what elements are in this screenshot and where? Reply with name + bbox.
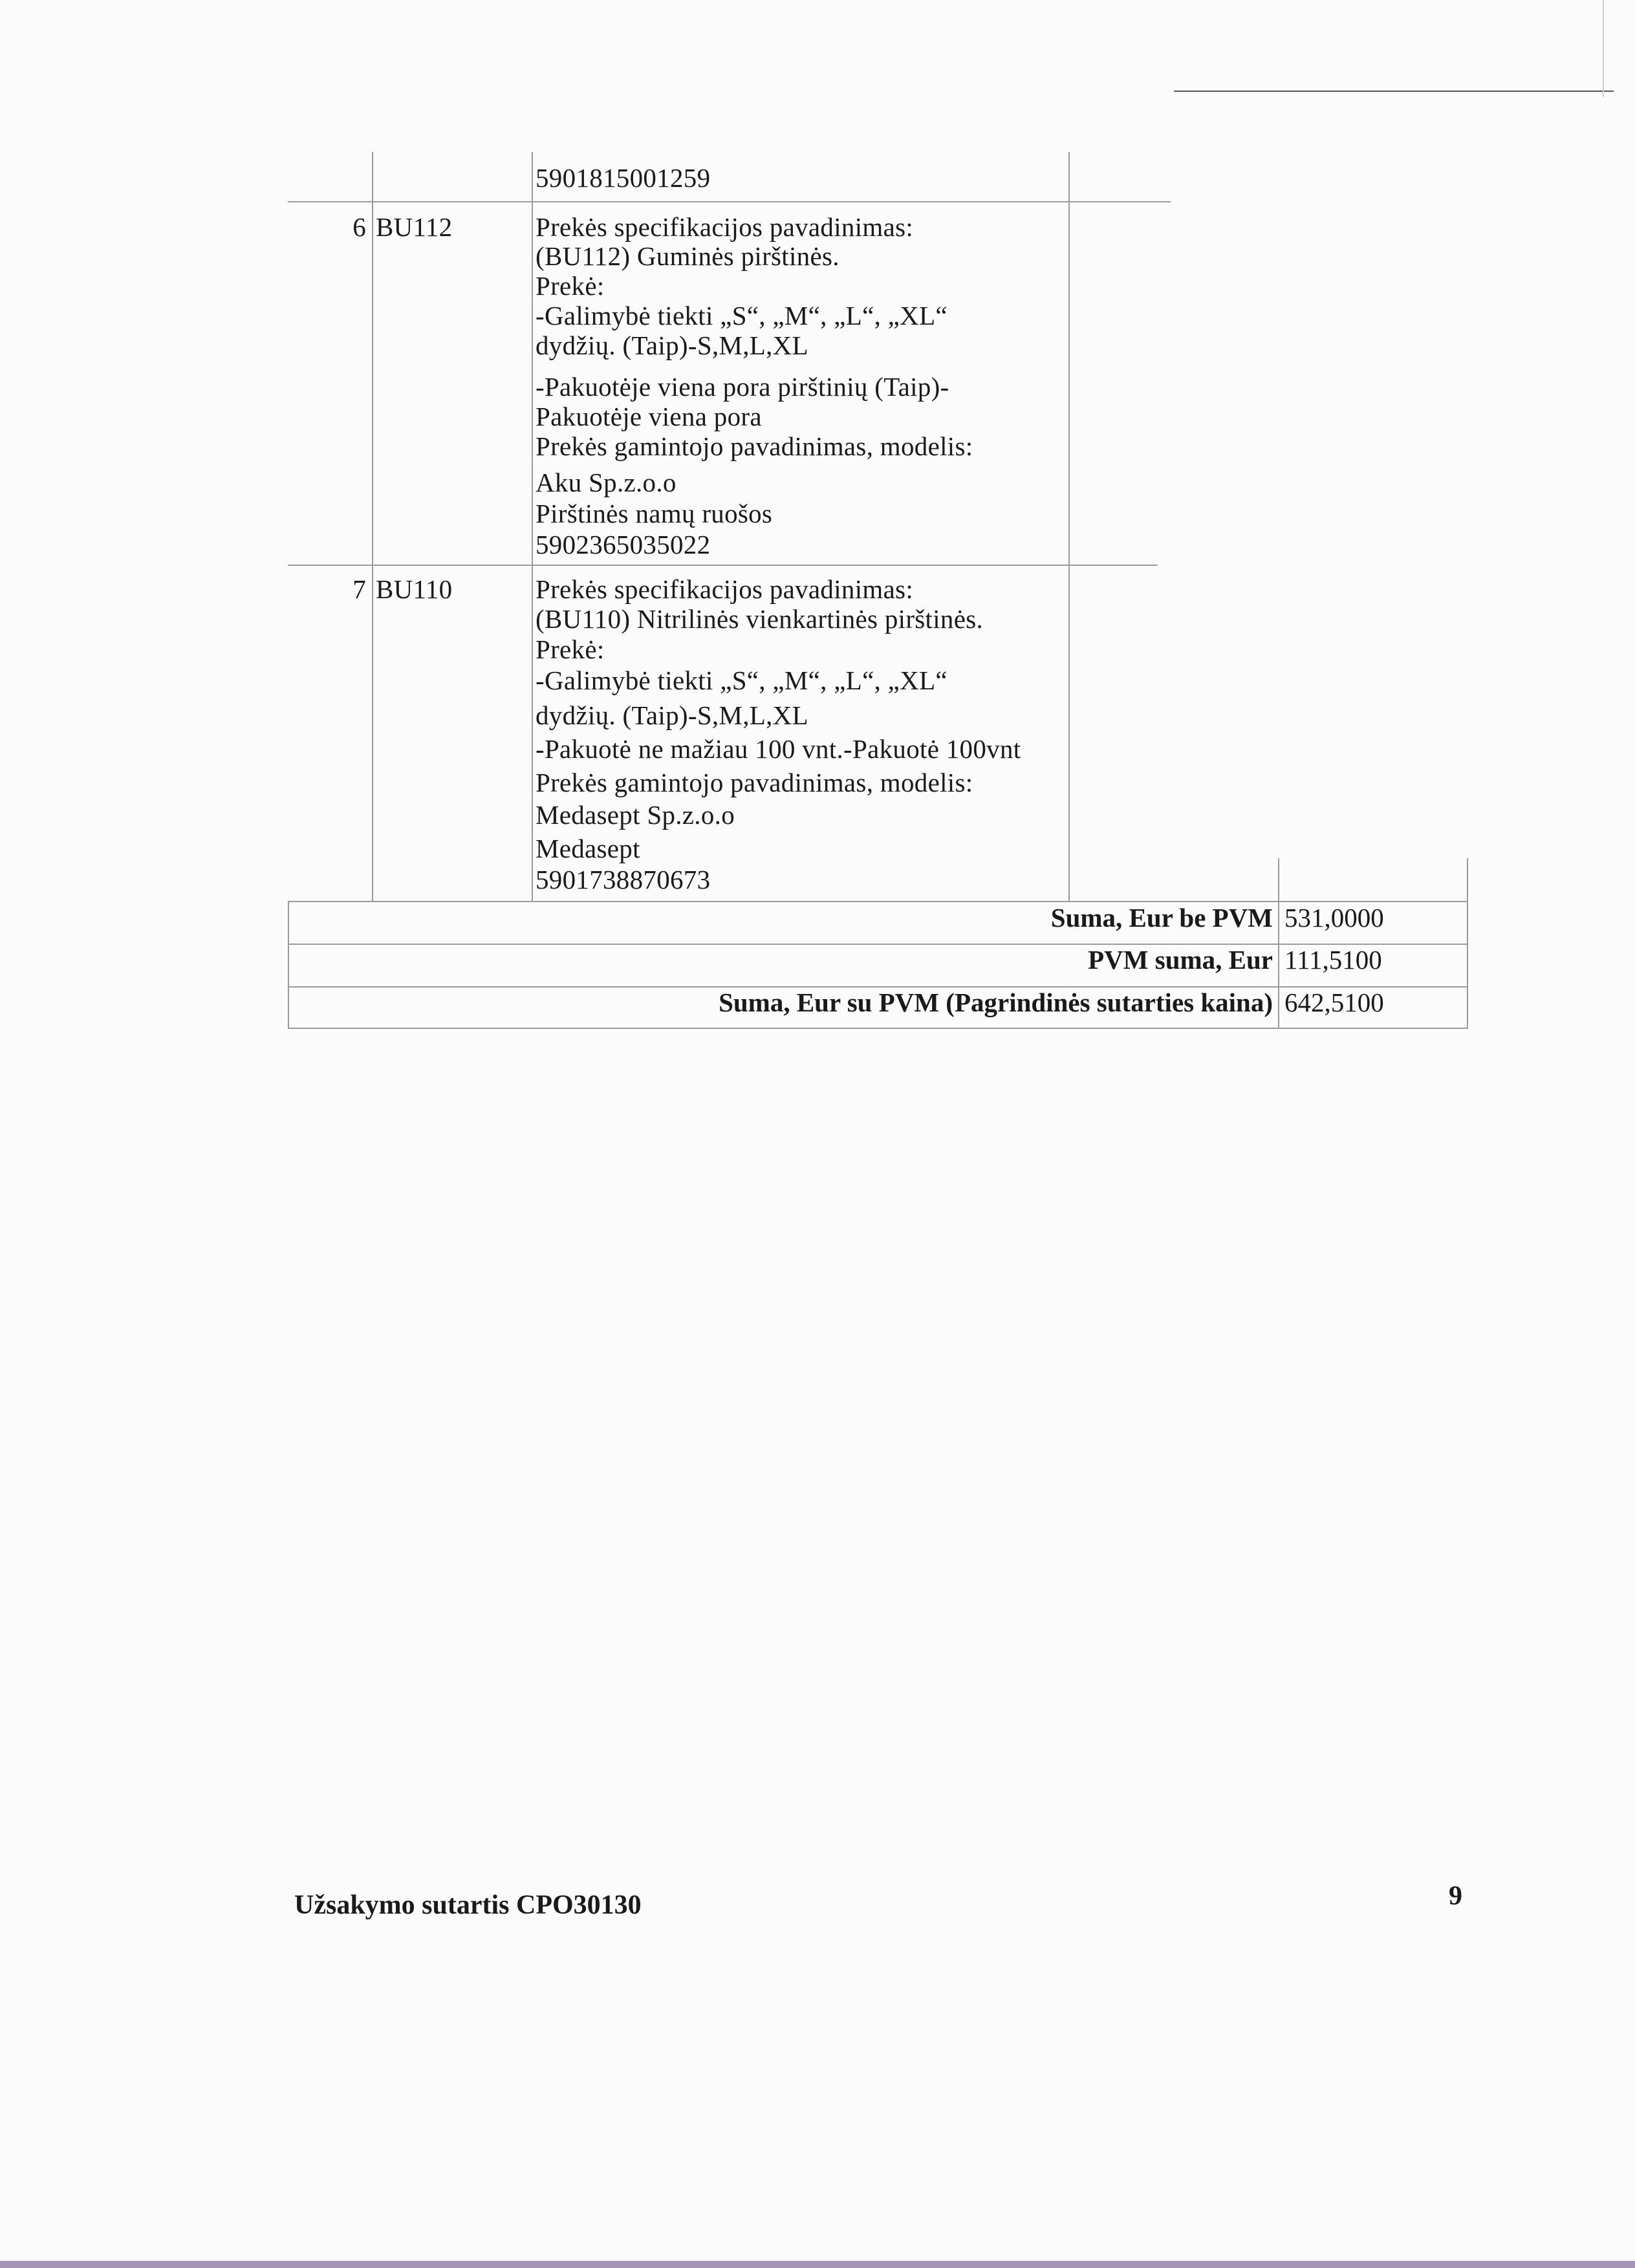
total-label-vat: PVM suma, Eur (1088, 945, 1273, 975)
spec-line: Prekės specifikacijos pavadinimas: (536, 212, 914, 242)
spec-line: -Galimybė tiekti „S“, „M“, „L“, „XL“ (536, 665, 947, 695)
table-border (532, 152, 533, 901)
scan-artifact-line (1174, 91, 1614, 92)
spec-line: Pirštinės namų ruošos (536, 499, 773, 528)
spec-line: dydžių. (Taip)-S,M,L,XL (536, 330, 808, 360)
table-border (1278, 858, 1279, 1028)
spec-line: Prekė: (536, 271, 605, 301)
spec-line: Prekės gamintojo pavadinimas, modelis: (536, 768, 973, 797)
row-number: 6 (352, 212, 366, 242)
total-value-net: 531,0000 (1284, 903, 1384, 933)
total-label-gross: Suma, Eur su PVM (Pagrindinės sutarties kaina) (719, 988, 1273, 1017)
spec-line: Pakuotėje viena pora (536, 402, 762, 431)
spec-line: -Pakuotėje viena pora pirštinių (Taip)- (536, 372, 949, 402)
footer-contract-title: Užsakymo sutartis CPO30130 (294, 1890, 642, 1920)
spec-line: -Pakuotė ne mažiau 100 vnt.-Pakuotė 100vnt (536, 734, 1021, 764)
total-value-vat: 111,5100 (1284, 945, 1382, 975)
product-barcode: 5901738870673 (536, 865, 711, 894)
spec-line: dydžių. (Taip)-S,M,L,XL (536, 700, 808, 730)
total-label-net: Suma, Eur be PVM (1050, 903, 1273, 933)
item-code: BU112 (376, 212, 453, 242)
table-border (372, 152, 373, 901)
page-number: 9 (1449, 1881, 1462, 1911)
scan-artifact-bottom-edge (0, 2261, 1635, 2268)
table-border (288, 565, 1158, 566)
table-border (288, 901, 1468, 902)
table-border (288, 901, 289, 1028)
spec-line: Medasept Sp.z.o.o (536, 800, 735, 830)
spec-line: Aku Sp.z.o.o (536, 468, 677, 497)
total-value-gross: 642,5100 (1284, 988, 1384, 1017)
spec-line: Prekės specifikacijos pavadinimas: (536, 574, 914, 604)
spec-line: (BU112) Guminės pirštinės. (536, 241, 839, 271)
spec-line: -Galimybė tiekti „S“, „M“, „L“, „XL“ (536, 301, 947, 330)
spec-line: (BU110) Nitrilinės vienkartinės pirštinės. (536, 604, 984, 634)
product-barcode: 5902365035022 (536, 530, 711, 559)
item-code: BU110 (376, 574, 453, 604)
table-border (1068, 152, 1070, 901)
product-barcode: 5901815001259 (536, 163, 711, 193)
spec-line: Prekės gamintojo pavadinimas, modelis: (536, 431, 973, 461)
spec-line: Medasept (536, 834, 640, 863)
scan-artifact-edge (1603, 0, 1604, 97)
table-border (1467, 858, 1468, 1028)
row-number: 7 (352, 574, 366, 604)
table-border (288, 1028, 1468, 1029)
table-border (288, 201, 1171, 202)
spec-line: Prekė: (536, 634, 605, 664)
